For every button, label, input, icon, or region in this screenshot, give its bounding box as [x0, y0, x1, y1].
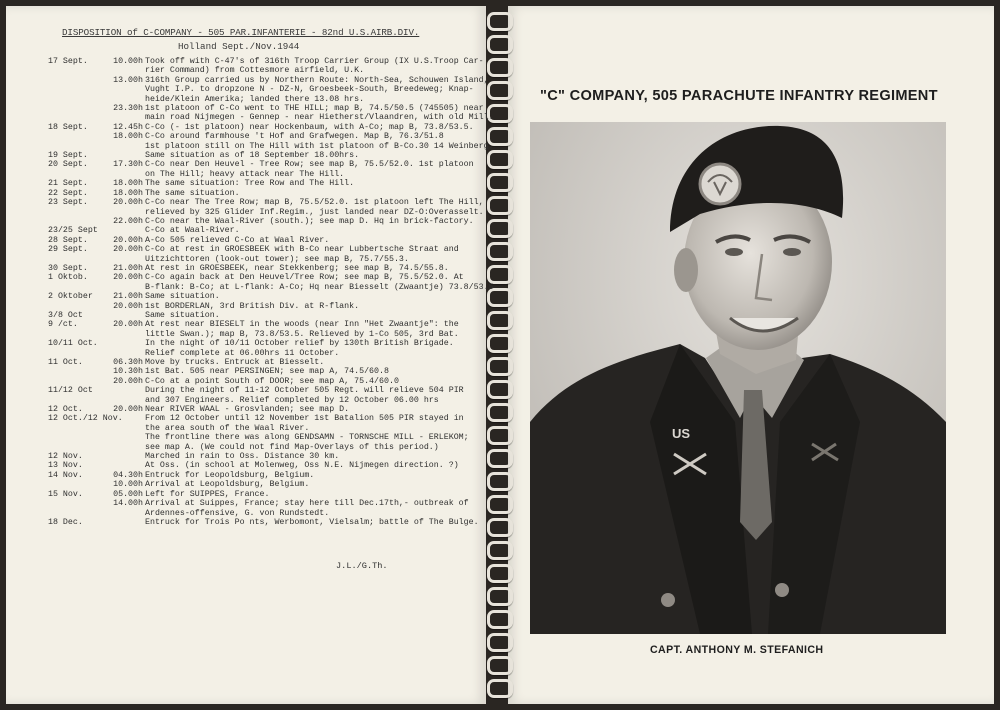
entry-text: little Swan.); map B, 73.8/53.5. Relieved by 1-Co 505, 3rd Bat. — [145, 329, 459, 339]
entry-text: C-Co near the Waal-River (south.); see map D. Hq in brick-factory. — [145, 216, 474, 226]
entry-time: 23.30h — [113, 104, 143, 114]
entry-date: 3/8 Oct — [48, 310, 83, 320]
log-entry — [48, 377, 484, 386]
entry-time: 20.00h — [113, 273, 143, 283]
log-entry — [48, 75, 489, 85]
spiral-ring — [487, 81, 513, 100]
document-title: DISPOSITION of C-COMPANY - 505 PAR.INFANTERIE - 82nd U.S.AIRB.DIV. — [62, 27, 420, 38]
spiral-ring — [487, 219, 513, 238]
spiral-ring — [487, 12, 513, 31]
entry-text: Same situation. — [145, 292, 220, 302]
log-entry — [48, 95, 484, 104]
spiral-ring — [487, 656, 513, 675]
entry-date: 12 Oct. — [48, 405, 83, 415]
entry-time: 20.00h — [113, 235, 143, 245]
portrait-caption: CAPT. ANTHONY M. STEFANICH — [650, 644, 824, 656]
entry-text: C-Co again back at Den Heuvel/Tree Row; see map B, 75.5/52.0. At — [145, 273, 464, 283]
portrait-photo — [530, 122, 946, 634]
entry-text: Uitzichttoren (look-out tower); see map B, 75.7/55.3. — [145, 254, 409, 264]
entry-date: 23 Sept. — [48, 198, 88, 208]
entry-text: Move by trucks. Entruck at Biesselt. — [145, 358, 325, 367]
entry-text: Same situation. — [145, 310, 220, 320]
entry-time: 20.00h — [113, 376, 143, 386]
entry-date: 17 Sept. — [48, 57, 88, 66]
entry-time: 04.30h — [113, 470, 143, 480]
entry-text: C-Co (- 1st platoon) near Hockenbaum, with A-Co; map B, 73.8/53.5. — [145, 122, 474, 132]
spiral-ring — [487, 35, 513, 54]
entry-text: C-Co at a point South of DOOR; see map A, 75.4/60.0 — [145, 376, 399, 386]
entry-time: 10.30h — [113, 367, 143, 377]
log-entry — [48, 282, 494, 292]
log-entry — [48, 236, 484, 245]
log-entry — [48, 367, 484, 376]
spiral-ring — [487, 357, 513, 376]
spiral-ring — [487, 380, 513, 399]
log-entry — [48, 443, 484, 452]
log-entry — [48, 499, 484, 508]
log-entry — [48, 396, 484, 405]
entry-text: Entruck for Trois Po nts, Werbomont, Vielsalm; battle of The Bulge. — [145, 517, 479, 527]
entry-text: A-Co 505 relieved C-Co at Waal River. — [145, 235, 330, 245]
company-heading: "C" COMPANY, 505 PARACHUTE INFANTRY REGIMENT — [540, 88, 938, 104]
log-entry — [48, 85, 484, 94]
spiral-binding — [484, 8, 510, 698]
log-entry — [48, 217, 484, 226]
log-entry — [48, 480, 484, 489]
uniform-button — [775, 583, 789, 597]
log-entry — [48, 113, 494, 123]
log-entry — [48, 302, 484, 311]
spiral-ring — [487, 311, 513, 330]
entry-text: 1st platoon still on The Hill with 1st platoon of B-Co.30 14 Weinberg. — [145, 141, 494, 151]
entry-text: The same situation. — [145, 188, 240, 198]
spiral-ring — [487, 633, 513, 652]
log-entry — [48, 358, 484, 367]
signature-initials: J.L./G.Th. — [336, 561, 388, 571]
spiral-ring — [487, 334, 513, 353]
log-entry — [48, 386, 484, 395]
entry-text: heide/Klein Amerika; landed there 13.08 hrs. — [145, 94, 365, 104]
spiral-ring — [487, 518, 513, 537]
entry-time: 22.00h — [113, 216, 143, 226]
log-entry — [48, 414, 484, 423]
entry-text: see map A. (We could not find Map-Overlays of this period.) — [145, 442, 439, 452]
us-collar-insignia: US — [672, 426, 691, 441]
log-entry — [48, 198, 484, 207]
entry-text: C-Co at rest in GROESBEEK with B-Co near Lubbertsche Straat and — [145, 245, 459, 255]
entry-text: Entruck for Leopoldsburg, Belgium. — [145, 470, 315, 480]
entry-time: 12.45h — [113, 122, 143, 132]
entry-text: 1st BORDERLAN, 3rd British Div. at R-flank. — [145, 301, 360, 311]
log-entry — [48, 141, 494, 151]
entry-text: C-Co around farmhouse 't Hof and Grafwegen. Map B, 76.3/51.8 — [145, 132, 444, 142]
entry-date: 23/25 Sept — [48, 226, 98, 236]
spiral-ring — [487, 426, 513, 445]
entry-time: 20.00h — [113, 245, 143, 255]
spiral-ring — [487, 610, 513, 629]
entry-text: The frontline there was along GENDSAMN - TORNSCHE MILL - ERLEKOM; — [145, 433, 469, 443]
disposition-log — [48, 57, 494, 527]
entry-time: 21.00h — [113, 292, 143, 302]
spiral-ring — [487, 495, 513, 514]
entry-text: 1st platoon of C-Co went to THE HILL; map B, 74.5/50.5 (745505) near — [145, 104, 484, 114]
entry-date: 12 Oct./12 Nov. — [48, 414, 123, 424]
entry-date: 12 Nov. — [48, 452, 83, 462]
log-entry — [48, 245, 484, 254]
entry-date: 20 Sept. — [48, 160, 88, 170]
entry-text: Same situation as of 18 September 18.00hrs. — [145, 151, 360, 161]
entry-text: relieved by 325 Glider Inf.Regim., just landed near DZ-O:Overasselt. — [145, 207, 484, 217]
log-entry — [48, 170, 484, 179]
entry-date: 14 Nov. — [48, 470, 83, 480]
entry-time: 10.00h — [113, 57, 143, 66]
log-entry — [48, 330, 484, 339]
entry-text: Arrival at Leopoldsburg, Belgium. — [145, 480, 310, 490]
entry-text: Near RIVER WAAL - Grosvlanden; see map D. — [145, 405, 350, 415]
entry-time: 20.00h — [113, 301, 143, 311]
entry-text: Relief complete at 06.00hrs 11 October. — [145, 348, 340, 358]
entry-text: During the night of 11-12 October 505 Regt. will relieve 504 PIR — [145, 386, 464, 396]
document-subtitle: Holland Sept./Nov.1944 — [178, 41, 300, 52]
entry-time: 21.00h — [113, 263, 143, 273]
entry-text: rier Command) from Cottesmore airfield, U.K. — [145, 66, 365, 76]
entry-time: 18.00h — [113, 132, 143, 142]
log-entry — [48, 292, 484, 301]
entry-text: the area south of the Waal River. — [145, 423, 310, 433]
uniform-button — [661, 593, 675, 607]
entry-date: 15 Nov. — [48, 489, 83, 499]
entry-text: Marched in rain to Oss. Distance 30 km. — [145, 452, 340, 462]
log-entry — [48, 179, 484, 188]
log-entry — [48, 66, 484, 75]
log-entry — [48, 189, 484, 198]
spiral-ring — [487, 587, 513, 606]
entry-date: 29 Sept. — [48, 245, 88, 255]
entry-date: 11 Oct. — [48, 358, 83, 367]
entry-text: Took off with C-47's of 316th Troop Carrier Group (IX U.S.Troop Car- — [145, 57, 484, 66]
spiral-ring — [487, 242, 513, 261]
entry-text: B-flank: B-Co; at L-flank: A-Co; Hq near Biesselt (Zwaantje) 73.8/53.5 — [145, 282, 494, 292]
entry-date: 1 Oktob. — [48, 273, 88, 283]
entry-text: In the night of 10/11 October relief by 130th British Brigade. — [145, 339, 454, 349]
spiral-ring — [487, 58, 513, 77]
entry-text: At Oss. (in school at Molenweg, Oss N.E. Nijmegen direction. ?) — [145, 461, 459, 471]
entry-time: 20.00h — [113, 320, 143, 330]
entry-date: 2 Oktober — [48, 292, 93, 302]
log-entry — [48, 518, 484, 527]
entry-date: 13 Nov. — [48, 461, 83, 471]
entry-text: C-Co near Den Heuvel - Tree Row; see map B, 75.5/52.0. 1st platoon — [145, 160, 474, 170]
entry-text: At rest in GROESBEEK, near Stekkenberg; see map B, 74.5/55.8. — [145, 263, 449, 273]
entry-time: 06.30h — [113, 358, 143, 367]
log-entry — [48, 208, 484, 217]
log-entry — [48, 123, 484, 132]
log-entry — [48, 349, 484, 358]
spiral-ring — [487, 564, 513, 583]
entry-text: From 12 October until 12 November 1st Batalion 505 PIR stayed in — [145, 414, 464, 424]
entry-text: 1st Bat. 505 near PERSINGEN; see map A, 74.5/60.8 — [145, 367, 389, 377]
log-entry — [48, 273, 484, 282]
spiral-ring — [487, 541, 513, 560]
entry-text: Arrival at Suippes, France; stay here till Dec.17th,- outbreak of — [145, 499, 469, 509]
spiral-ring — [487, 196, 513, 215]
entry-text: C-Co near The Tree Row; map B, 75.5/52.0. 1st platoon left The Hill, — [145, 198, 484, 208]
spiral-ring — [487, 173, 513, 192]
entry-text: main road Nijmegen - Gennep - near Hietherst/Vlaandren, with old Mill. — [145, 113, 494, 123]
spiral-ring — [487, 472, 513, 491]
spiral-ring — [487, 150, 513, 169]
log-entry — [48, 424, 484, 433]
entry-time: 20.00h — [113, 198, 143, 208]
entry-time: 18.00h — [113, 188, 143, 198]
entry-text: on The Hill; heavy attack near The Hill. — [145, 169, 345, 179]
parachute-cap-badge — [700, 164, 740, 204]
log-entry — [48, 132, 484, 141]
entry-text: 316th Group carried us by Northern Route: North-Sea, Schouwen Island, — [145, 75, 489, 85]
log-entry — [48, 339, 484, 348]
log-entry — [48, 433, 484, 442]
log-entry — [48, 264, 484, 273]
entry-text: At rest near BIESELT in the woods (near Inn "Het Zwaantje": the — [145, 320, 459, 330]
entry-time: 20.00h — [113, 405, 143, 415]
log-entry — [48, 160, 484, 169]
log-entry — [48, 57, 484, 66]
entry-date: 28 Sept. — [48, 235, 88, 245]
entry-date: 19 Sept. — [48, 151, 88, 161]
entry-date: 11/12 Oct — [48, 386, 93, 396]
log-entry — [48, 311, 484, 320]
entry-time: 18.00h — [113, 179, 143, 189]
log-entry — [48, 509, 484, 518]
spiral-ring — [487, 403, 513, 422]
entry-time: 05.00h — [113, 489, 143, 499]
entry-date: 9 /ct. — [48, 320, 78, 330]
spiral-ring — [487, 679, 513, 698]
entry-text: and 307 Engineers. Relief completed by 12 October 06.00 hrs — [145, 395, 439, 405]
entry-date: 30 Sept. — [48, 263, 88, 273]
entry-time: 17.30h — [113, 160, 143, 170]
entry-time: 10.00h — [113, 480, 143, 490]
entry-text: The same situation: Tree Row and The Hill. — [145, 179, 355, 189]
spiral-ring — [487, 449, 513, 468]
log-entry — [48, 490, 484, 499]
entry-date: 21 Sept. — [48, 179, 88, 189]
spiral-ring — [487, 265, 513, 284]
log-entry — [48, 226, 484, 235]
entry-text: Vught I.P. to dropzone N - DZ-N, Groesbeek-South, Breedeweg; Knap- — [145, 85, 474, 95]
log-entry — [48, 320, 484, 329]
entry-date: 18 Sept. — [48, 122, 88, 132]
entry-time: 14.00h — [113, 499, 143, 509]
log-entry — [48, 461, 484, 470]
entry-time: 13.00h — [113, 75, 143, 85]
entry-text: Ardennes-offensive, G. von Rundstedt. — [145, 508, 330, 518]
log-entry — [48, 255, 484, 264]
entry-date: 10/11 Oct. — [48, 339, 98, 349]
entry-text: C-Co at Waal-River. — [145, 226, 240, 236]
entry-date: 18 Dec. — [48, 517, 83, 527]
log-entry — [48, 471, 484, 480]
entry-text: Left for SUIPPES, France. — [145, 489, 270, 499]
entry-date: 22 Sept. — [48, 188, 88, 198]
